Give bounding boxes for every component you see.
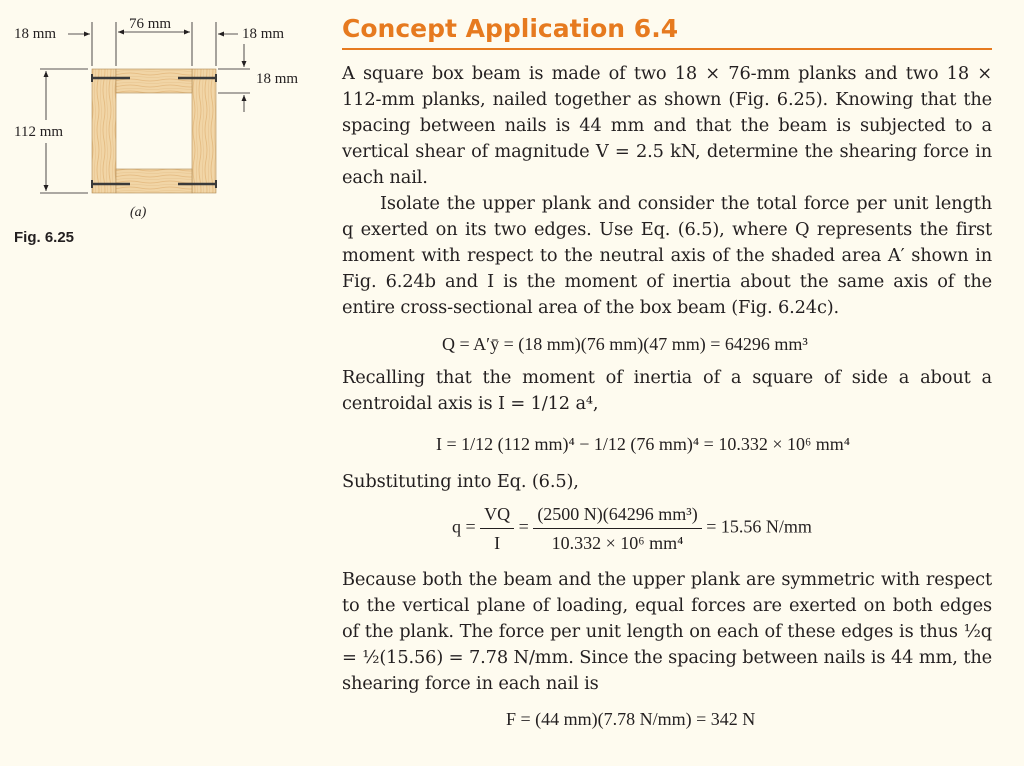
dim-label-112mm: 112 mm [14,124,64,140]
eq3-fraction-2 [533,503,701,554]
eq3-frac1-den: I [480,528,514,554]
concept-application [342,0,992,732]
dim-label-76mm: 76 mm [129,16,172,32]
eq3-fraction-1 [480,503,514,554]
dim-label-left-18mm: 18 mm [14,26,57,42]
equation-i: I = 1/12 (112 mm)⁴ − 1/12 (76 mm)⁴ = 10.332 × 10⁶ mm⁴ [436,434,851,454]
right-plank [192,69,216,193]
figure-caption: Fig. 6.25 [14,229,75,246]
eq3-equals: = [518,516,529,537]
dim-label-right-mid-18mm: 18 mm [256,71,299,87]
eq3-frac2-num: (2500 N)(64296 mm³) [537,504,698,524]
eq3-frac2-den: 10.332 × 10⁶ mm⁴ [533,528,701,554]
equation-q: Q = A′ȳ = (18 mm)(76 mm)(47 mm) = 64296 mm³ [442,334,808,354]
equation-shear-flow [452,503,992,557]
eq3-frac1-num: VQ [484,504,511,524]
eq3-result: = 15.56 N/mm [706,516,812,537]
eq3-lhs: q = [452,516,476,537]
left-plank [92,69,116,193]
dimension-lines [40,22,250,193]
solution-paragraph-1: Isolate the upper plank and consider the total force per unit length q exerted on its two edges. Use Eq. (6.5), where Q represents the first moment with respect to the neutral axis of the shaded area A′ shown in Fig. 6.24b and I is the moment of inertia about the same axis of the entire cross-sectional area of the box beam (Fig. 6.24c). [342,193,992,318]
figure-6-25 [0,0,330,766]
substitution-intro: Substituting into Eq. (6.5), [342,471,579,492]
solution-paragraph-2: Because both the beam and the upper plank are symmetric with respect to the vertical plane of loading, equal forces are exerted on both edges of the plank. The force per unit length on each of these edges is thus ½q = ½(15.56) = 7.78 N/mm. Since the spacing between nails is 44 mm, the shearing force in each nail is [342,569,992,694]
bottom-plank [116,169,192,193]
top-plank [116,69,192,93]
section-title: Concept Application 6.4 [342,13,992,50]
dim-label-right-18mm: 18 mm [242,26,285,42]
moment-of-inertia-intro: Recalling that the moment of inertia of a square of side a about a centroidal axis is I = 1/12 a⁴, [342,367,992,414]
sub-figure-label: (a) [130,205,147,220]
equation-nail-force: F = (44 mm)(7.78 N/mm) = 342 N [506,709,756,729]
problem-statement: A square box beam is made of two 18 × 76-mm planks and two 18 × 112-mm planks, nailed together as shown (Fig. 6.25). Knowing that the spacing between nails is 44 mm and that the beam is subjected to a vertical shear of magnitude V = 2.5 kN, determine the shearing force in each nail. [342,63,992,188]
